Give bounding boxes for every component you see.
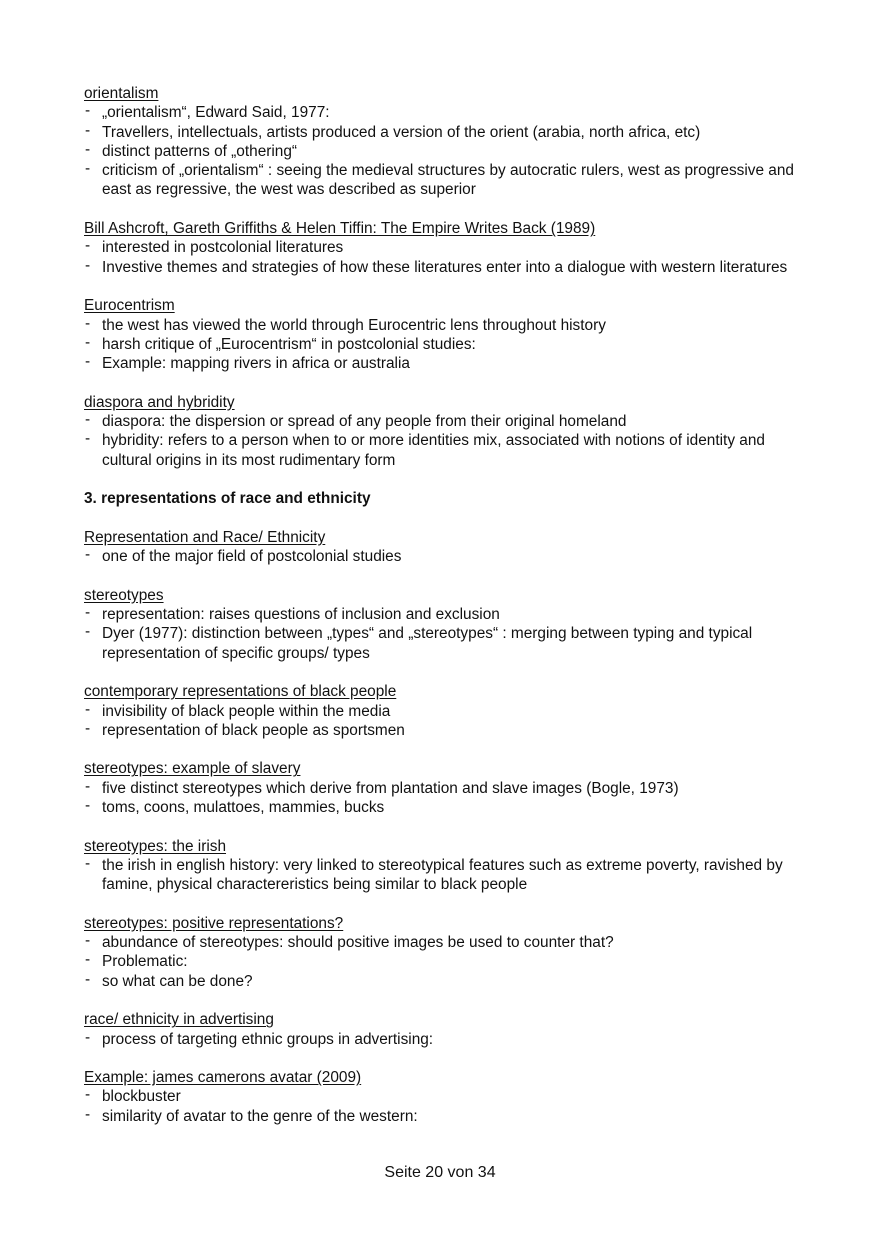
list-item [84,547,804,566]
bullet-list [84,933,804,991]
dash-bullet-icon: - [85,1105,91,1123]
section-heading: stereotypes: the irish [84,837,227,855]
list-item [84,103,804,122]
list-item-text: blockbuster [102,1088,181,1106]
dash-bullet-icon: - [85,854,91,872]
dash-bullet-icon: - [85,237,91,255]
list-item-text: criticism of „orientalism“ : seeing the medieval structures by autocratic rulers, west as progressive and east as regressive, the west was described as superior [102,162,794,199]
list-item-text: Example: mapping rivers in africa or australia [102,355,410,373]
list-item-text: invisibility of black people within the media [102,702,391,720]
list-item-text: five distinct stereotypes which derive from plantation and slave images (Bogle, 1973) [102,779,679,797]
list-item [84,354,804,373]
list-item-text: Dyer (1977): distinction between „types“ and „stereotypes“ : merging between typing and typical representation of specific groups/ types [102,625,753,662]
section-heading: Eurocentrism [84,297,175,315]
list-item [84,258,804,277]
section [84,296,804,373]
bullet-list [84,702,804,741]
section [84,219,804,277]
list-item [84,161,804,200]
dash-bullet-icon: - [85,604,91,622]
section-heading: race/ ethnicity in advertising [84,1011,274,1029]
section [84,586,804,663]
page-number: Seite 20 von 34 [384,1164,496,1181]
list-item [84,238,804,257]
list-item [84,335,804,354]
bullet-list [84,1087,804,1126]
list-item-text: hybridity: refers to a person when to or more identities mix, associated with notions of identity and cultural origins in its most rudimentary form [102,432,765,469]
list-item [84,702,804,721]
list-item-text: Travellers, intellectuals, artists produced a version of the orient (arabia, north africa, etc) [102,123,701,141]
list-item [84,952,804,971]
dash-bullet-icon: - [85,102,91,120]
list-item-text: Investive themes and strategies of how these literatures enter into a dialogue with western literatures [102,258,788,276]
list-item-text: harsh critique of „Eurocentrism“ in postcolonial studies: [102,335,476,353]
list-item-text: abundance of stereotypes: should positive images be used to counter that? [102,934,614,952]
list-item-text: toms, coons, mulattoes, mammies, bucks [102,798,385,816]
section-heading: stereotypes [84,586,164,604]
list-item-text: one of the major field of postcolonial studies [102,548,402,566]
section [84,1068,804,1126]
bullet-list [84,103,804,199]
list-item [84,316,804,335]
bullet-list [84,412,804,470]
bullet-list [84,316,804,374]
dash-bullet-icon: - [85,121,91,139]
dash-bullet-icon: - [85,411,91,429]
section-heading: diaspora and hybridity [84,393,235,411]
section-heading: 3. representations of race and ethnicity [84,490,371,508]
list-item [84,1087,804,1106]
list-item [84,142,804,161]
list-item [84,1030,804,1049]
section [84,489,804,508]
dash-bullet-icon: - [85,796,91,814]
list-item-text: diaspora: the dispersion or spread of any people from their original homeland [102,413,627,431]
section-heading: Representation and Race/ Ethnicity [84,528,326,546]
list-item [84,431,804,470]
section-heading: Example: james camerons avatar (2009) [84,1069,362,1087]
section [84,914,804,991]
list-item-text: so what can be done? [102,972,253,990]
dash-bullet-icon: - [85,546,91,564]
list-item-text: „orientalism“, Edward Said, 1977: [102,104,330,122]
list-item-text: similarity of avatar to the genre of the western: [102,1107,418,1125]
list-item [84,798,804,817]
dash-bullet-icon: - [85,1086,91,1104]
section-heading: stereotypes: positive representations? [84,914,344,932]
list-item-text: distinct patterns of „othering“ [102,142,298,160]
section [84,393,804,470]
section [84,1010,804,1049]
section [84,528,804,567]
section [84,682,804,740]
section [84,84,804,200]
dash-bullet-icon: - [85,353,91,371]
list-item [84,721,804,740]
section [84,759,804,817]
bullet-list [84,605,804,663]
dash-bullet-icon: - [85,256,91,274]
list-item [84,856,804,895]
section [84,837,804,895]
document-body [84,84,804,1145]
dash-bullet-icon: - [85,314,91,332]
dash-bullet-icon: - [85,623,91,641]
list-item-text: representation: raises questions of inclusion and exclusion [102,606,500,624]
section-heading: orientalism [84,85,159,102]
list-item-text: interested in postcolonial literatures [102,239,344,257]
dash-bullet-icon: - [85,970,91,988]
dash-bullet-icon: - [85,140,91,158]
dash-bullet-icon: - [85,719,91,737]
bullet-list [84,238,804,277]
dash-bullet-icon: - [85,932,91,950]
list-item [84,624,804,663]
list-item [84,779,804,798]
list-item-text: the irish in english history: very linked to stereotypical features such as extreme poverty, ravished by famine, physical charactereristics being similar to black people [102,856,783,894]
list-item-text: representation of black people as sportsmen [102,721,405,739]
dash-bullet-icon: - [85,777,91,795]
list-item [84,605,804,624]
section-heading: Bill Ashcroft, Gareth Griffiths & Helen Tiffin: The Empire Writes Back (1989) [84,220,596,238]
dash-bullet-icon: - [85,1028,91,1046]
dash-bullet-icon: - [85,333,91,351]
section-heading: contemporary representations of black people [84,683,397,701]
dash-bullet-icon: - [85,160,91,178]
list-item [84,412,804,431]
list-item-text: process of targeting ethnic groups in advertising: [102,1030,434,1048]
section-heading: stereotypes: example of slavery [84,760,301,778]
dash-bullet-icon: - [85,951,91,969]
bullet-list [84,856,804,895]
bullet-list [84,779,804,818]
bullet-list [84,547,804,566]
bullet-list [84,1030,804,1049]
dash-bullet-icon: - [85,430,91,448]
list-item [84,123,804,142]
list-item [84,1107,804,1126]
list-item [84,933,804,952]
list-item-text: the west has viewed the world through Eurocentric lens throughout history [102,316,606,334]
list-item-text: Problematic: [102,953,188,971]
list-item [84,972,804,991]
dash-bullet-icon: - [85,700,91,718]
